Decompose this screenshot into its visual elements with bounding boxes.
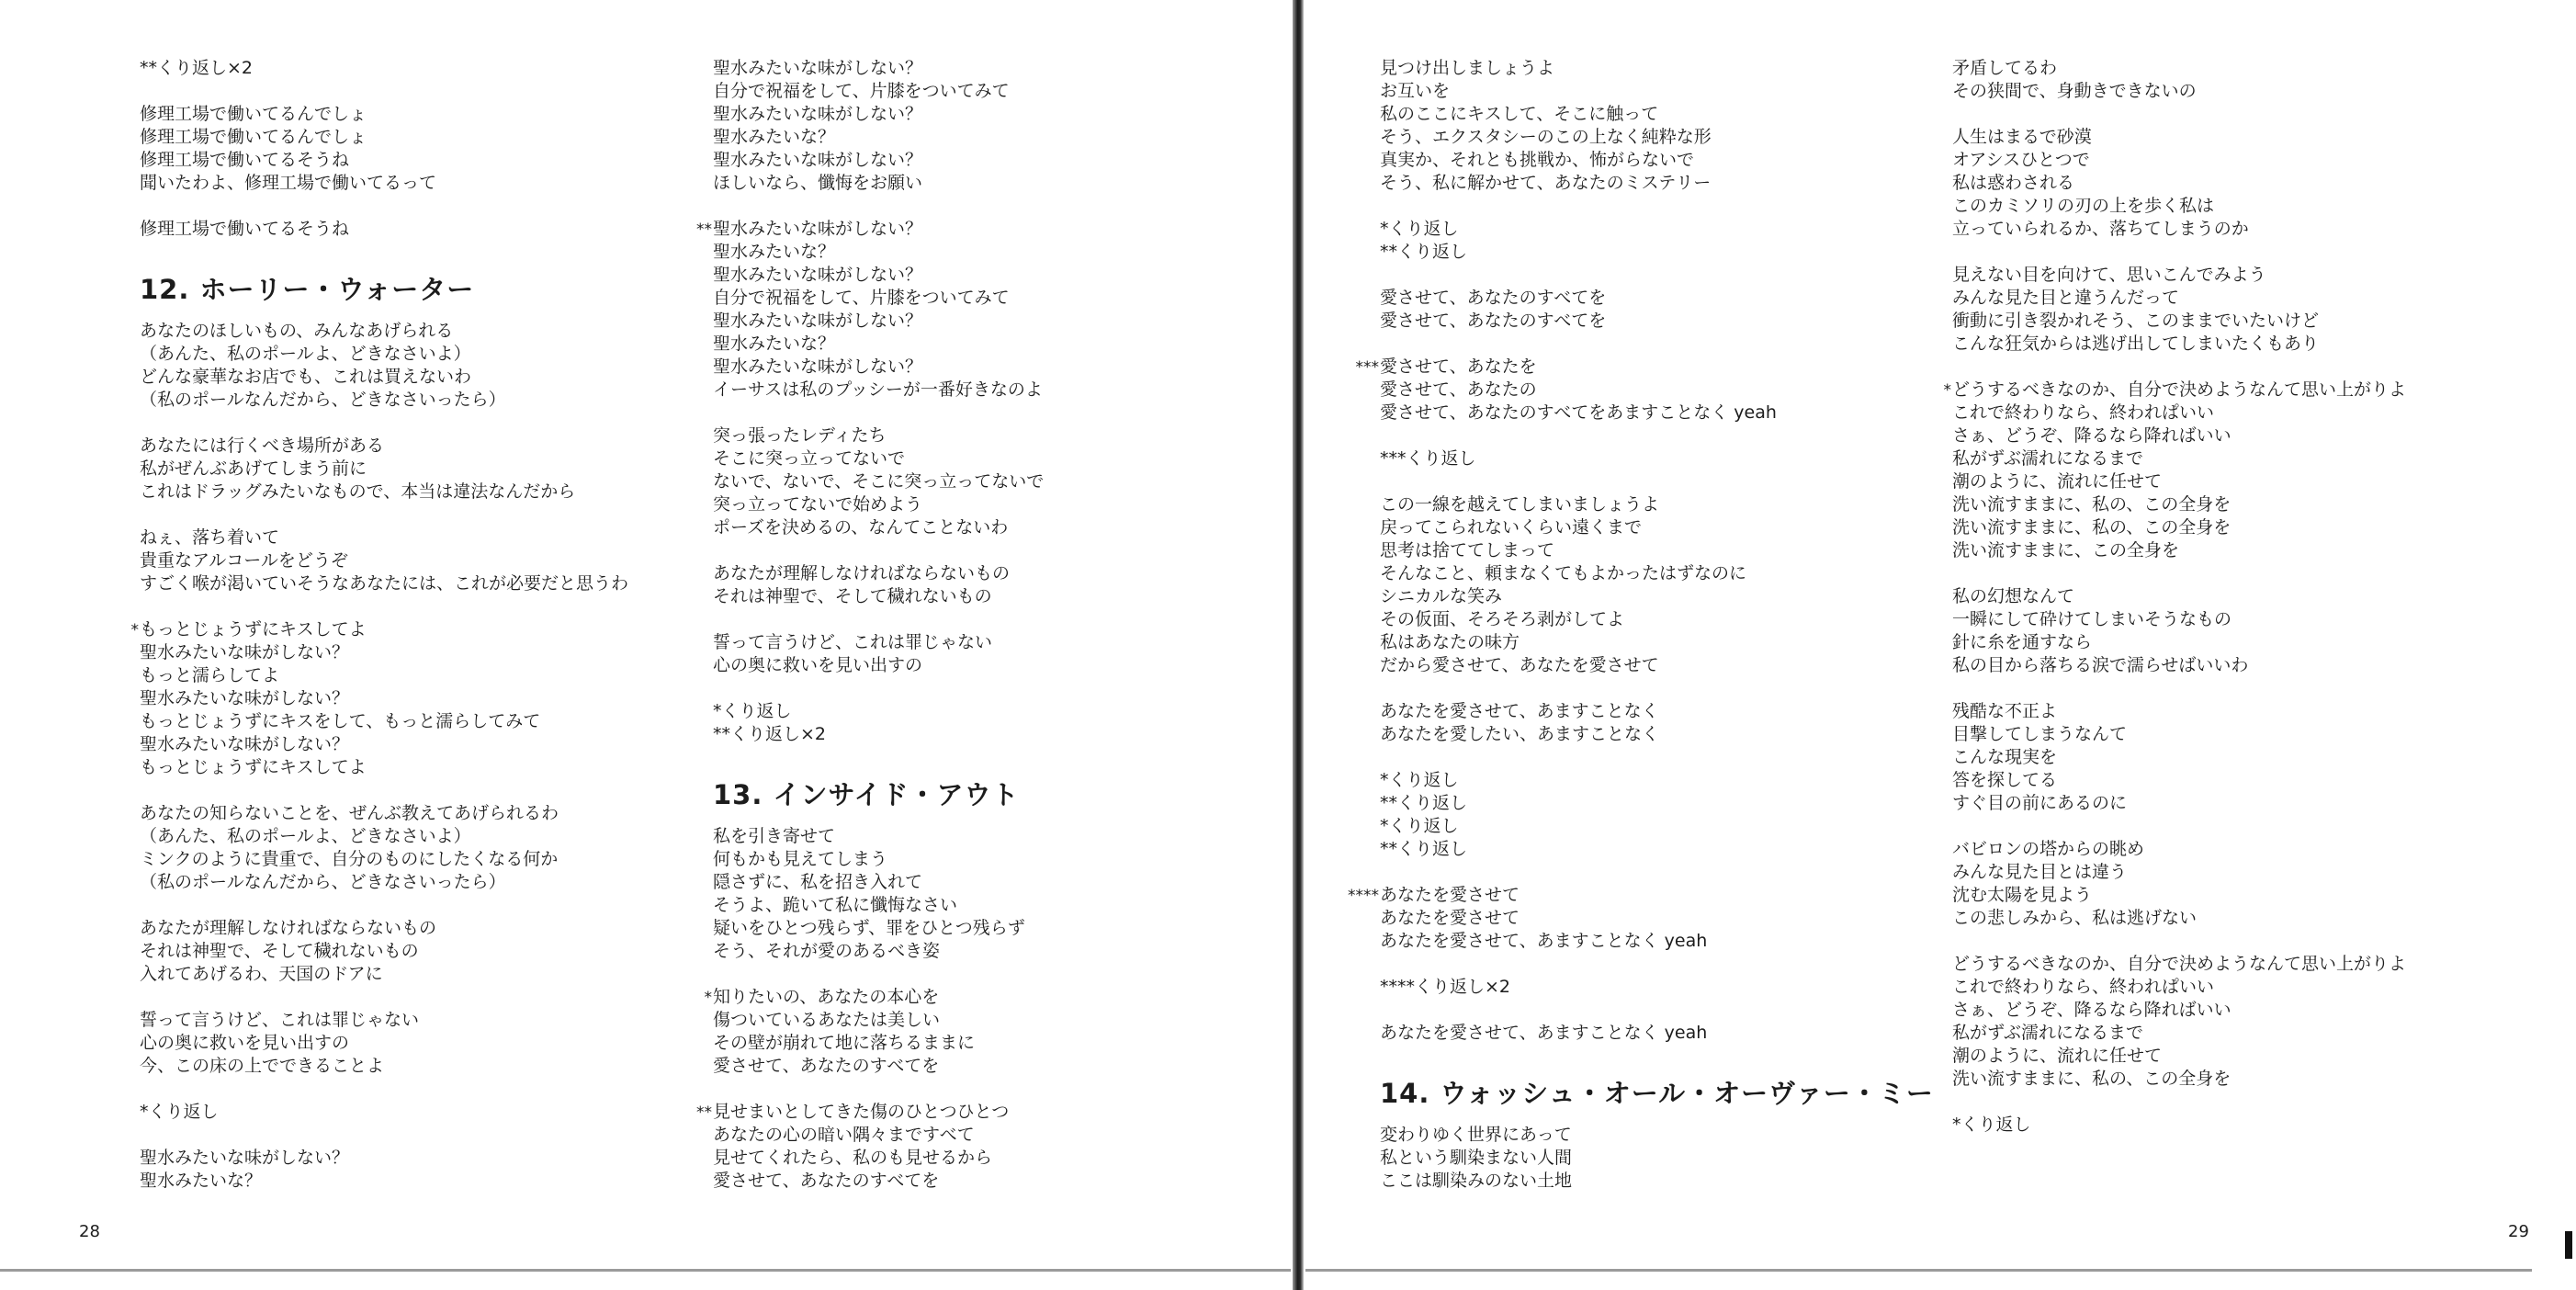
- lyric-stanza: [713, 57, 1282, 195]
- lyric-line: あなたが理解しなければならないもの: [713, 563, 1011, 583]
- lyric-line: 心の奥に救いを見い出すの: [140, 1033, 350, 1053]
- lyric-stanza: [713, 562, 1282, 608]
- lyric-line: 聖水みたいな味がしない？: [140, 688, 350, 708]
- lyric-line: その狭間で、身動きできないの: [1952, 81, 2197, 101]
- lyric-stanza: [140, 320, 709, 412]
- lyric-line: 見せまいとしてきた傷のひとつひとつ: [713, 1102, 1010, 1122]
- lyric-line: そうよ、跪いて私に懺悔なさい: [713, 895, 958, 915]
- lyric-line: 誓って言うけど、これは罪じゃない: [713, 632, 993, 652]
- lyric-line: 私という馴染まない人間: [1380, 1148, 1573, 1168]
- lyric-stanza: [140, 1009, 709, 1078]
- lyric-line: 聖水みたいな味がしない？: [713, 150, 923, 170]
- refrain-mark: *: [130, 621, 139, 639]
- lyric-stanza: [1380, 976, 1949, 999]
- lyric-line: 聖水みたいな？: [140, 1171, 263, 1191]
- lyric-stanza: [140, 917, 709, 986]
- lyric-line: こんな現実を: [1952, 747, 2058, 767]
- lyric-line: そんなこと、頼まなくてもよかったはずなのに: [1380, 563, 1747, 583]
- lyric-stanza: [1952, 838, 2522, 930]
- lyric-line: 衝動に引き裂かれそう、このままでいたいけど: [1952, 311, 2320, 331]
- lyric-stanza: [140, 526, 709, 595]
- lyric-line: 知りたいの、あなたの本心を: [713, 987, 940, 1007]
- lyric-line: 私はあなたの味方: [1380, 632, 1520, 652]
- lyric-line: 誓って言うけど、これは罪じゃない: [140, 1010, 420, 1030]
- lyric-line: その仮面、そろそろ剥がしてよ: [1380, 609, 1625, 629]
- lyric-line: あなたのほしいもの、みんなあげられる: [140, 321, 454, 341]
- lyric-line: 私は惑わされる: [1952, 173, 2075, 193]
- lyric-line: 洗い流すままに、私の、この全身を: [1952, 494, 2231, 515]
- lyric-stanza: [704, 986, 1282, 1078]
- lyric-line: 私を引き寄せて: [713, 826, 836, 846]
- song-title: 12. ホーリー・ウォーター: [140, 274, 475, 305]
- lyric-line: この悲しみから、私は逃げない: [1952, 908, 2198, 928]
- lyric-line: *くり返し: [713, 701, 792, 721]
- lyrics-column-1: [130, 57, 709, 1216]
- lyric-stanza: [1952, 700, 2522, 815]
- lyric-stanza: [713, 631, 1282, 677]
- lyric-line: 傷ついているあなたは美しい: [713, 1010, 941, 1030]
- lyric-line: あなたを愛させて: [1380, 908, 1520, 928]
- lyric-line: あなたを愛させて、あますことなく yeah: [1380, 1023, 1708, 1043]
- lyric-line: そう、それが愛のあるべき姿: [713, 941, 941, 961]
- lyric-line: 修理工場で働いてるんでしょ: [140, 127, 367, 147]
- lyric-line: 何もかも見えてしまう: [713, 849, 888, 869]
- lyric-line: 聖水みたいな味がしない？: [713, 58, 923, 78]
- lyric-line: あなたを愛させて、あますことなく: [1380, 701, 1659, 721]
- lyric-line: 入れてあげるわ、天国のドアに: [140, 964, 383, 984]
- lyric-stanza: [1952, 585, 2522, 677]
- lyric-line: そこに突っ立ってないで: [713, 448, 906, 469]
- lyric-line: 答を探してる: [1952, 770, 2058, 790]
- lyric-line: もっとじょうずにキスしてよ: [140, 757, 367, 777]
- lyric-stanza: [1952, 953, 2522, 1091]
- lyric-line: その壁が崩れて地に落ちるままに: [713, 1033, 976, 1053]
- lyric-line: お互いを: [1380, 81, 1451, 101]
- lyric-stanza: [140, 1101, 709, 1124]
- lyric-stanza: [1380, 57, 1949, 195]
- lyric-line: あなたを愛させて: [1380, 885, 1520, 905]
- lyric-line: 今、この床の上でできることよ: [140, 1056, 385, 1076]
- lyric-stanza: [1380, 287, 1949, 333]
- lyric-line: 聞いたわよ、修理工場で働いてるって: [140, 173, 437, 193]
- lyric-line: （あんた、私のポールよ、どきなさいよ）: [140, 344, 471, 364]
- lyric-line: （あんた、私のポールよ、どきなさいよ）: [140, 826, 471, 846]
- lyric-line: 潮のように、流れに任せて: [1952, 471, 2163, 492]
- lyric-line: **くり返し: [1380, 242, 1468, 262]
- lyric-stanza: [140, 103, 709, 195]
- lyric-stanza: [1952, 57, 2522, 103]
- lyric-line: 聖水みたいな味がしない？: [140, 734, 350, 754]
- lyric-stanza: [1380, 1022, 1949, 1045]
- lyric-line: 自分で祝福をして、片膝をついてみて: [713, 288, 1010, 308]
- lyric-stanza: [1380, 769, 1949, 861]
- lyric-line: 修理工場で働いてるそうね: [140, 150, 350, 170]
- lyrics-column-2: [696, 57, 1282, 1216]
- lyric-line: 聖水みたいな味がしない？: [713, 356, 923, 377]
- refrain-mark: *: [704, 989, 712, 1007]
- lyric-line: 聖水みたいな味がしない？: [140, 642, 350, 662]
- lyric-line: そう、私に解かせて、あなたのミステリー: [1380, 173, 1712, 193]
- lyric-line: どうするべきなのか、自分で決めようなんて思い上がりよ: [1952, 954, 2407, 974]
- lyric-line: 修理工場で働いてるんでしょ: [140, 104, 367, 124]
- lyric-line: 愛させて、あなたのすべてをあますことなく yeah: [1380, 402, 1777, 423]
- lyric-line: 私の目から落ちる涙で濡らせばいいわ: [1952, 655, 2249, 675]
- lyric-line: ミンクのように貴重で、自分のものにしたくなる何か: [140, 849, 559, 869]
- lyric-line: 突っ張ったレディたち: [713, 425, 887, 446]
- lyric-line: みんな見た目と違うんだって: [1952, 288, 2180, 308]
- lyric-stanza: [696, 218, 1282, 402]
- lyric-line: これで終わりなら、終われぱいい: [1952, 977, 2215, 997]
- lyric-line: 見つけ出しましょうよ: [1380, 58, 1555, 78]
- lyric-line: あなたの心の暗い隅々まですべて: [713, 1125, 975, 1145]
- lyric-stanza: [1952, 126, 2522, 241]
- lyric-stanza: [1380, 218, 1949, 264]
- lyric-line: 修理工場で働いてるそうね: [140, 219, 350, 239]
- lyric-line: 沈む太陽を見よう: [1952, 885, 2093, 905]
- lyric-line: 人生はまるで砂漠: [1952, 127, 2092, 147]
- lyric-line: 私がずぶ濡れになるまで: [1952, 448, 2144, 469]
- lyric-stanza: [130, 618, 709, 779]
- lyric-line: ほしいなら、懺悔をお願い: [713, 173, 923, 193]
- lyric-line: 聖水みたいな？: [713, 127, 836, 147]
- lyric-line: 疑いをひとつ残らず、罪をひとつ残らず: [713, 918, 1025, 938]
- lyric-stanza: [1952, 264, 2522, 356]
- lyric-stanza: [1355, 356, 1949, 424]
- lyric-line: ***くり返し: [1380, 448, 1476, 469]
- page-number-right: 29: [2508, 1222, 2529, 1241]
- lyric-line: オアシスひとつで: [1952, 150, 2090, 170]
- lyric-line: 聖水みたいな味がしない？: [713, 311, 923, 331]
- lyric-line: さぁ、どうぞ、降るなら降ればいい: [1952, 1000, 2231, 1020]
- lyric-line: *くり返し: [1380, 816, 1459, 836]
- lyric-line: *くり返し: [1380, 770, 1459, 790]
- lyric-line: 愛させて、あなたのすべてを: [1380, 288, 1607, 308]
- lyric-line: 愛させて、あなたのすべてを: [713, 1171, 940, 1191]
- lyric-line: こんな狂気からは逃げ出してしまいたくもあり: [1952, 334, 2320, 354]
- lyric-line: 聖水みたいな味がしない？: [713, 265, 923, 285]
- lyric-line: どんな豪華なお店でも、これは買えないわ: [140, 367, 472, 387]
- refrain-mark: *: [1943, 381, 1951, 400]
- lyric-line: 思考は捨ててしまって: [1380, 540, 1555, 560]
- lyric-stanza: [713, 424, 1282, 539]
- lyric-line: *くり返し: [140, 1102, 219, 1122]
- lyric-line: *くり返し: [1380, 219, 1459, 239]
- lyric-line: さぁ、どうぞ、降るなら降ればいい: [1952, 425, 2231, 446]
- lyric-line: **くり返し: [1380, 839, 1468, 859]
- song-title: 13. インサイド・アウト: [713, 779, 1020, 810]
- lyric-line: 聖水みたいな味がしない？: [140, 1148, 350, 1168]
- lyric-line: これはドラッグみたいなもので、本当は違法なんだから: [140, 481, 576, 502]
- lyric-line: 愛させて、あなたを: [1380, 356, 1537, 377]
- lyric-line: このカミソリの刃の上を歩く私は: [1952, 196, 2215, 216]
- lyric-line: 戻ってこられないくらい遠くまで: [1380, 517, 1643, 538]
- lyric-line: 聖水みたいな味がしない？: [713, 104, 923, 124]
- lyric-line: あなたを愛したい、あますことなく: [1380, 724, 1660, 744]
- lyric-stanza: [140, 435, 709, 504]
- lyrics-column-3: [1348, 57, 1949, 1216]
- lyric-line: すごく喉が渇いていそうなあなたには、これが必要だと思うわ: [140, 573, 629, 594]
- lyric-stanza: [1380, 447, 1949, 470]
- lyric-line: この一線を越えてしまいましょうよ: [1380, 494, 1660, 515]
- lyric-line: 聖水みたいな？: [713, 242, 836, 262]
- lyric-line: これで終わりなら、終われぱいい: [1952, 402, 2215, 423]
- lyric-line: 愛させて、あなたのすべてを: [713, 1056, 940, 1076]
- lyric-line: 聖水みたいな味がしない？: [713, 219, 923, 239]
- lyric-line: （私のポールなんだから、どきなさいったら）: [140, 872, 506, 892]
- lyric-stanza: [1348, 884, 1949, 953]
- lyric-line: 心の奥に救いを見い出すの: [713, 655, 923, 675]
- lyric-line: もっとじょうずにキスをして、もっと濡らしてみて: [140, 711, 541, 731]
- lyric-stanza: [1952, 1114, 2522, 1137]
- lyric-line: 洗い流すままに、私の、この全身を: [1952, 517, 2231, 538]
- lyric-stanza: [713, 700, 1282, 746]
- lyric-line: **くり返し: [1380, 793, 1468, 813]
- lyric-line: あなたには行くべき場所がある: [140, 436, 385, 456]
- lyric-line: 変わりゆく世界にあって: [1380, 1125, 1572, 1145]
- bottom-edge-rule-left: [0, 1269, 1291, 1272]
- lyrics-column-4: [1943, 57, 2522, 1160]
- refrain-mark: ****: [1348, 887, 1379, 905]
- lyric-line: 一瞬にして砕けてしまいそうなもの: [1952, 609, 2232, 629]
- lyric-line: 矛盾してるわ: [1952, 58, 2058, 78]
- lyric-stanza: [1380, 493, 1949, 677]
- corner-crop-mark: [2565, 1231, 2572, 1259]
- lyric-line: 貴重なアルコールをどうぞ: [140, 550, 348, 571]
- lyric-line: ここは馴染みのない土地: [1380, 1171, 1573, 1191]
- lyric-line: 潮のように、流れに任せて: [1952, 1046, 2163, 1066]
- song-title: 14. ウォッシュ・オール・オーヴァー・ミー: [1380, 1078, 1934, 1109]
- lyric-stanza: [140, 1147, 709, 1193]
- lyric-line: 見せてくれたら、私のも見せるから: [713, 1148, 993, 1168]
- refrain-mark: **: [696, 1103, 712, 1122]
- lyric-line: 私の幻想なんて: [1952, 586, 2075, 606]
- lyric-line: そう、エクスタシーのこの上なく純粋な形: [1380, 127, 1712, 147]
- lyric-line: ねぇ、落ち着いて: [140, 527, 280, 548]
- lyric-line: どうするべきなのか、自分で決めようなんて思い上がりよ: [1952, 379, 2407, 400]
- lyric-line: それは神聖で、そして穢れないもの: [140, 941, 419, 961]
- lyric-stanza: [1943, 379, 2522, 562]
- lyric-line: 真実か、それとも挑戦か、怖がらないで: [1380, 150, 1695, 170]
- lyric-stanza: [1380, 700, 1949, 746]
- lyric-line: 目撃してしまうなんて: [1952, 724, 2128, 744]
- lyric-line: だから愛させて、あなたを愛させて: [1380, 655, 1659, 675]
- lyric-line: 私がずぶ濡れになるまで: [1952, 1023, 2144, 1043]
- refrain-mark: **: [696, 221, 712, 239]
- lyric-line: イーサスは私のプッシーが一番好きなのよ: [713, 379, 1043, 400]
- lyric-line: 愛させて、あなたのすべてを: [1380, 311, 1607, 331]
- lyric-line: シニカルな笑み: [1380, 586, 1503, 606]
- lyric-line: 洗い流すままに、私の、この全身を: [1952, 1069, 2231, 1089]
- lyric-line: バビロンの塔からの眺め: [1952, 839, 2145, 859]
- lyric-stanza: [140, 802, 709, 894]
- lyric-line: 針に糸を通すなら: [1952, 632, 2093, 652]
- lyric-line: **くり返し×2: [713, 724, 827, 744]
- lyric-line: ないで、ないで、そこに突っ立ってないで: [713, 471, 1045, 492]
- lyric-line: 私がぜんぶあげてしまう前に: [140, 458, 367, 479]
- book-spine-gutter: [1293, 0, 1304, 1290]
- lyric-stanza: [1380, 1124, 1949, 1193]
- lyric-stanza: [140, 218, 709, 241]
- lyric-line: 自分で祝福をして、片膝をついてみて: [713, 81, 1010, 101]
- lyric-line: 隠さずに、私を招き入れて: [713, 872, 923, 892]
- lyric-line: もっとじょうずにキスしてよ: [140, 619, 367, 639]
- lyric-stanza: [696, 1101, 1282, 1193]
- lyric-line: もっと濡らしてよ: [140, 665, 280, 685]
- lyric-stanza: [140, 57, 709, 80]
- lyric-line: 洗い流すままに、この全身を: [1952, 540, 2180, 560]
- lyric-line: 聖水みたいな？: [713, 334, 836, 354]
- lyric-line: それは神聖で、そして穢れないもの: [713, 586, 992, 606]
- lyric-line: 立っていられるか、落ちてしまうのか: [1952, 219, 2249, 239]
- lyric-line: すぐ目の前にあるのに: [1952, 793, 2128, 813]
- lyric-line: あなたの知らないことを、ぜんぶ教えてあげられるわ: [140, 803, 559, 823]
- lyric-line: ****くり返し×2: [1380, 977, 1511, 997]
- lyric-stanza: [713, 825, 1282, 963]
- refrain-mark: ***: [1355, 358, 1379, 377]
- lyric-line: *くり返し: [1952, 1115, 2031, 1135]
- lyric-line: **くり返し×2: [140, 58, 254, 78]
- lyric-line: 私のここにキスして、そこに触って: [1380, 104, 1659, 124]
- page-number-left: 28: [79, 1222, 100, 1241]
- lyric-line: あなたが理解しなければならないもの: [140, 918, 437, 938]
- lyric-line: ポーズを決めるの、なんてことないわ: [713, 517, 1009, 538]
- lyric-line: みんな見た目とは違う: [1952, 862, 2128, 882]
- lyric-line: 残酷な不正よ: [1952, 701, 2058, 721]
- lyric-line: 突っ立ってないで始めよう: [713, 494, 923, 515]
- lyric-line: 愛させて、あなたの: [1380, 379, 1537, 400]
- lyric-line: （私のポールなんだから、どきなさいったら）: [140, 390, 506, 410]
- bottom-edge-rule-right: [1305, 1269, 2532, 1272]
- lyric-line: 見えない目を向けて、思いこんでみよう: [1952, 265, 2266, 285]
- lyric-line: あなたを愛させて、あますことなく yeah: [1380, 931, 1708, 951]
